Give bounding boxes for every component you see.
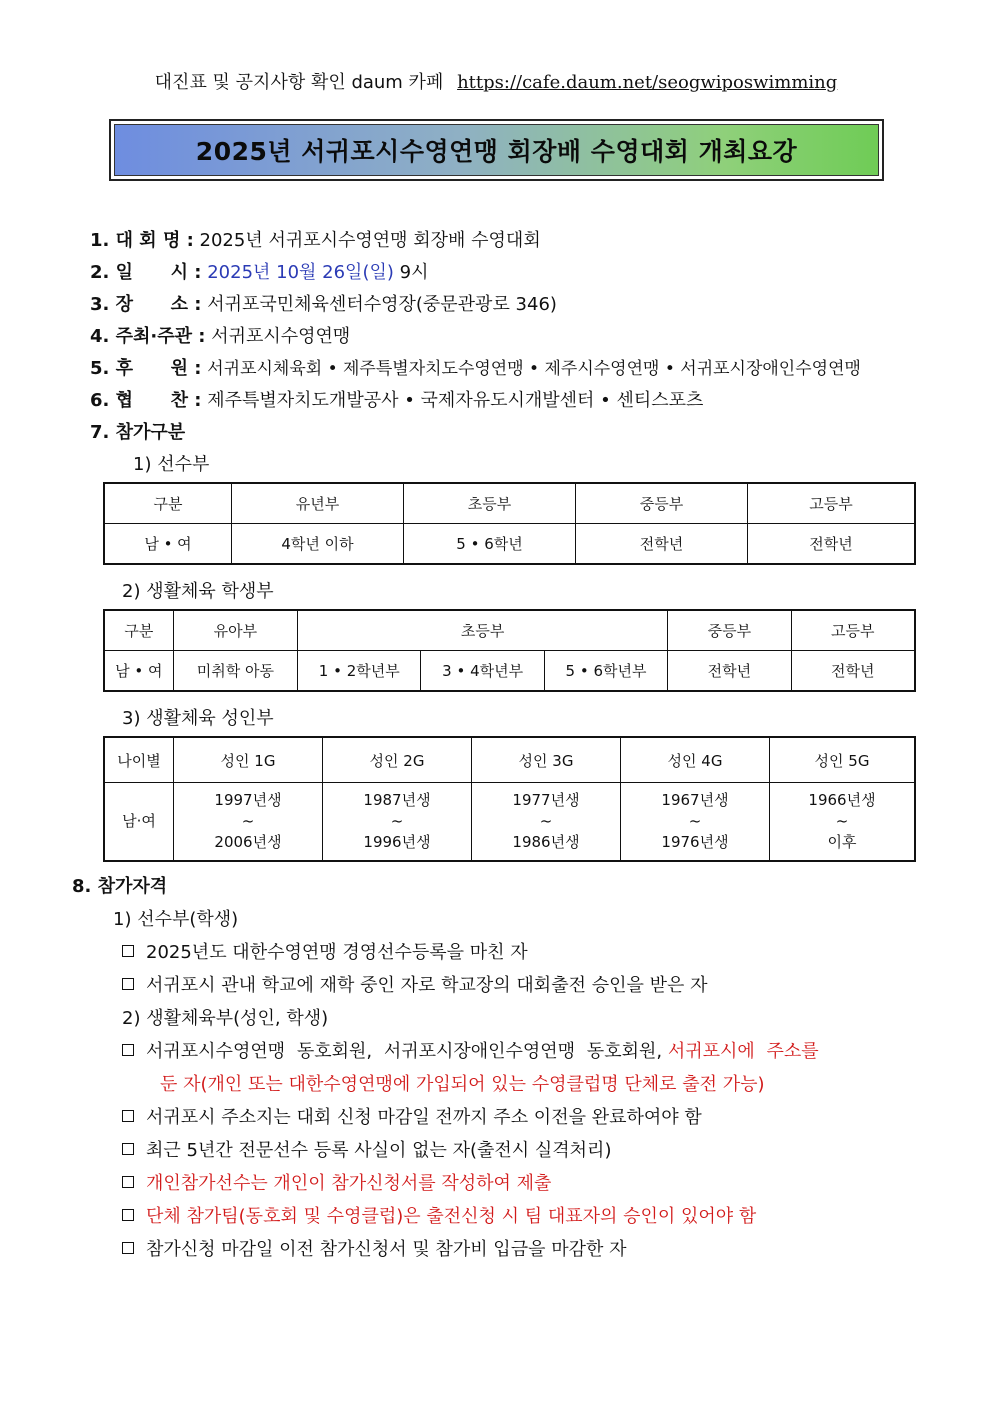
checkbox-icon	[122, 1242, 134, 1254]
qual-item-text: 서귀포시 관내 학교에 재학 중인 자로 학교장의 대회출전 승인을 받은 자	[146, 975, 708, 996]
table-cell: 남 • 여	[104, 651, 173, 692]
qual-sub2: 2) 생활체육부(성인, 학생)	[122, 1008, 329, 1029]
group-to: 1996년생	[363, 833, 431, 851]
group-tilde: ~	[539, 812, 553, 830]
cafe-notice	[0, 68, 992, 94]
table-cell: 5 • 6학년	[404, 524, 576, 565]
value-venue: 서귀포국민체육센터수영장(중문관광로 346)	[207, 294, 557, 315]
table-header: 고등부	[791, 610, 915, 651]
table-row	[104, 524, 915, 565]
div2-table	[103, 609, 916, 692]
section-venue	[90, 290, 557, 316]
label-support: 6. 협 찬 :	[90, 390, 202, 411]
qual-item-continued: 둔 자(개인 또는 대한수영연맹에 가입되어 있는 수영클럽명 단체로 출전 가능)	[160, 1074, 765, 1095]
div3-table	[103, 736, 916, 862]
table-header: 구분	[104, 483, 232, 524]
checkbox-icon	[122, 1176, 134, 1188]
table-cell: 4학년 이하	[232, 524, 404, 565]
value-host: 서귀포시수영연맹	[211, 326, 351, 347]
qual-item	[122, 1136, 611, 1162]
qual-sub1: 1) 선수부(학생)	[113, 909, 239, 930]
table-row	[104, 610, 915, 651]
table-cell: 전학년	[668, 651, 791, 692]
table-header: 고등부	[748, 483, 916, 524]
qual-item	[122, 1169, 551, 1195]
table-header: 성인 3G	[472, 737, 621, 783]
table-cell: 5 • 6학년부	[544, 651, 667, 692]
label-date: 2. 일 시 :	[90, 262, 202, 283]
table-cell: 1 • 2학년부	[298, 651, 421, 692]
table-cell	[621, 783, 770, 862]
qual-item-text: 서귀포시 주소지는 대회 신청 마감일 전까지 주소 이전을 완료하여야 함	[146, 1107, 702, 1128]
table-header: 성인 4G	[621, 737, 770, 783]
group-tilde: ~	[241, 812, 255, 830]
section-division	[90, 418, 185, 444]
table-row	[104, 483, 915, 524]
qual-item	[122, 1235, 626, 1261]
qual-item	[122, 1202, 756, 1228]
section-host	[90, 322, 350, 348]
section-qualification	[72, 872, 167, 898]
checkbox-icon	[122, 1143, 134, 1155]
group-to: 1986년생	[512, 833, 580, 851]
table-cell: 남 • 여	[104, 524, 232, 565]
table-row	[104, 651, 915, 692]
table-cell: 3 • 4학년부	[421, 651, 544, 692]
value-support: 제주특별자치도개발공사 • 국제자유도시개발센터 • 센티스포츠	[207, 390, 704, 411]
section-date	[90, 258, 428, 284]
div3-title: 3) 생활체육 성인부	[122, 708, 274, 729]
table-header: 구분	[104, 610, 173, 651]
section-sponsor	[90, 354, 861, 380]
group-from: 1987년생	[363, 791, 431, 809]
div1-table	[103, 482, 916, 565]
qual-item-text: 최근 5년간 전문선수 등록 사실이 없는 자(출전시 실격처리)	[146, 1140, 612, 1161]
group-tilde: ~	[390, 812, 404, 830]
group-to: 이후	[827, 833, 857, 851]
label-qualification: 8. 참가자격	[72, 876, 168, 897]
table-header: 성인 2G	[323, 737, 472, 783]
value-sponsor: 서귀포시체육회 • 제주특별자치도수영연맹 • 제주시수영연맹 • 서귀포시장애인수영연맹	[207, 359, 861, 379]
qual-item-text: 참가신청 마감일 이전 참가신청서 및 참가비 입금을 마감한 자	[146, 1239, 627, 1260]
label-event-name: 1. 대 회 명 :	[90, 230, 194, 251]
table-cell: 전학년	[791, 651, 915, 692]
checkbox-icon	[122, 1209, 134, 1221]
cafe-notice-text: 대진표 및 공지사항 확인 daum 카페	[154, 72, 444, 93]
qual-item	[122, 1037, 819, 1063]
table-cell: 전학년	[748, 524, 916, 565]
table-header: 유아부	[173, 610, 297, 651]
qual-item-text-red: 단체 참가팀(동호회 및 수영클럽)은 출전신청 시 팀 대표자의 승인이 있어야 함	[146, 1206, 757, 1227]
checkbox-icon	[122, 1044, 134, 1056]
group-from: 1997년생	[214, 791, 282, 809]
table-header: 중등부	[668, 610, 791, 651]
label-host: 4. 주최·주관 :	[90, 326, 206, 347]
group-from: 1966년생	[808, 791, 876, 809]
label-division: 7. 참가구분	[90, 422, 186, 443]
table-cell	[472, 783, 621, 862]
section-support	[90, 386, 703, 412]
cafe-link[interactable]: https://cafe.daum.net/seogwiposwimming	[457, 72, 838, 93]
qual-item-text: 서귀포시수영연맹 동호회원, 서귀포시장애인수영연맹 동호회원,	[146, 1041, 663, 1062]
table-header: 초등부	[298, 610, 668, 651]
table-header: 유년부	[232, 483, 404, 524]
group-to: 1976년생	[661, 833, 729, 851]
document-title: 2025년 서귀포시수영연맹 회장배 수영대회 개최요강	[114, 124, 879, 176]
value-time: 9시	[399, 262, 429, 283]
table-row	[104, 783, 915, 862]
table-cell: 미취학 아동	[173, 651, 297, 692]
value-date: 2025년 10월 26일(일)	[207, 262, 394, 283]
qual-item	[122, 938, 528, 964]
group-from: 1977년생	[512, 791, 580, 809]
table-cell: 남·여	[104, 783, 174, 862]
section-event-name	[90, 226, 541, 252]
qual-item-text-red: 서귀포시에 주소를	[667, 1041, 819, 1062]
table-header: 중등부	[576, 483, 748, 524]
table-cell	[174, 783, 323, 862]
group-tilde: ~	[835, 812, 849, 830]
table-header: 성인 5G	[770, 737, 916, 783]
qual-item-text: 2025년도 대한수영연맹 경영선수등록을 마친 자	[146, 942, 528, 963]
table-header: 초등부	[404, 483, 576, 524]
checkbox-icon	[122, 978, 134, 990]
checkbox-icon	[122, 945, 134, 957]
title-box	[109, 119, 884, 181]
qual-item	[122, 971, 707, 997]
table-row	[104, 737, 915, 783]
table-cell	[770, 783, 916, 862]
table-cell	[323, 783, 472, 862]
group-tilde: ~	[688, 812, 702, 830]
label-sponsor: 5. 후 원 :	[90, 358, 202, 379]
value-event-name: 2025년 서귀포시수영연맹 회장배 수영대회	[199, 230, 541, 251]
table-header: 나이별	[104, 737, 174, 783]
group-from: 1967년생	[661, 791, 729, 809]
table-header: 성인 1G	[174, 737, 323, 783]
checkbox-icon	[122, 1110, 134, 1122]
qual-item-text-red: 개인참가선수는 개인이 참가신청서를 작성하여 제출	[146, 1173, 552, 1194]
qual-item	[122, 1103, 702, 1129]
div1-title: 1) 선수부	[133, 454, 210, 475]
div2-title: 2) 생활체육 학생부	[122, 581, 274, 602]
table-cell: 전학년	[576, 524, 748, 565]
group-to: 2006년생	[214, 833, 282, 851]
label-venue: 3. 장 소 :	[90, 294, 202, 315]
